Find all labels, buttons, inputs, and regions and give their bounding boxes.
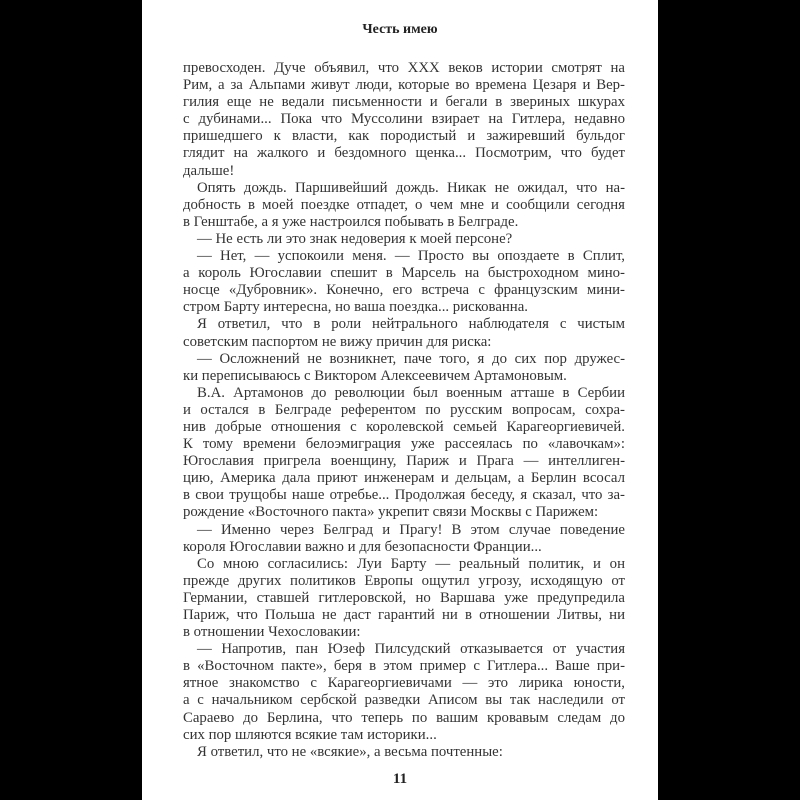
text-line: гилия еще не ведали письменности и бегали в звериных шкурах [183,94,625,111]
text-line: — Осложнений не возникнет, паче того, я до сих пор дружес- [197,350,625,367]
text-line: Париж, что Польша не даст гарантий ни в отношении Литвы, ни [183,607,625,623]
text-line: — Именно через Белград и Прагу! В этом случае поведение [197,521,625,538]
text-line: Югославия пригрела военщину, Париж и Прага — интеллиген- [183,453,625,470]
text-line: Я ответил, что в роли нейтрального наблюдателя с чистым [197,316,625,333]
paragraph [183,744,625,761]
text-line: рождение «Восточного пакта» укрепит связи Москвы с Парижем: [183,504,599,521]
text-line: К тому времени белоэмиграция уже рассеялась по «лавочкам»: [183,436,625,453]
text-line: а с начальником сербской разведки Аписом вы так наследили от [183,692,625,709]
text-line: нив добрые отношения с королевской семьей Карагеоргиевичей. [183,418,625,435]
page-number: 11 [392,771,408,787]
text-line: прежде других политиков Европы ощутил угрозу, исходящую от [183,572,625,589]
paragraph [183,180,625,231]
text-line: ятное знакомство с Карагеоргиевичами — это лирика юности, [183,675,625,692]
text-line: сих пор шляются всякие там историки... [183,726,437,743]
text-line: ки переписываюсь с Виктором Алексеевичем Артамоновым. [183,367,567,384]
paragraph [183,231,625,248]
text-line: Рим, а за Альпами живут люди, которые во времена Цезаря и Вер- [183,77,625,94]
text-line: — Нет, — успокоили меня. — Просто вы опоздаете в Сплит, [197,248,625,265]
text-line: Я ответил, что не «всякие», а весьма почтенные: [197,743,503,760]
book-page [142,0,658,800]
paragraph [183,556,625,641]
paragraph [183,351,625,385]
text-line: Опять дождь. Паршивейший дождь. Никак не ожидал, что на- [197,179,625,196]
text-line: в Генштабе, а я уже настроился побывать в Белграде. [183,213,519,230]
text-line: — Не есть ли это знак недоверия к моей персоне? [197,230,513,247]
text-line: советским паспортом не вижу причин для риска: [183,333,492,350]
paragraph [183,316,625,350]
text-line: В.А. Артамонов до революции был военным атташе в Сербии [197,384,625,401]
paragraph [183,641,625,744]
running-header: Честь имею [362,22,438,37]
text-line: в «Восточном пакте», беря в этом пример с Гитлера... Ваше при- [183,658,625,675]
text-line: дальше! [183,162,235,179]
text-line: и остался в Белграде референтом по русским вопросам, сохра- [183,401,625,418]
text-line: в отношении Чехословакии: [183,624,361,641]
text-line: цию, Америка дала приют инженерам и дельцам, а Берлин всосал [183,470,625,487]
text-line: Сараево до Берлина, что теперь по вашим кровавым следам до [183,709,625,726]
text-line: а король Югославии спешит в Марсель на быстроходном мино- [183,265,625,282]
text-line: — Напротив, пан Юзеф Пилсудский отказывается от участия [197,641,625,658]
text-line: превосходен. Дуче объявил, что XXX веков истории смотрят на [183,60,625,76]
paragraph [183,522,625,556]
text-line: в свои трущобы наше отребье... Продолжая беседу, я сказал, что за- [183,487,625,504]
page-body-text [183,60,625,761]
text-line: добность в моей поездке отпадет, о чем мне и сообщили сегодня [183,196,625,213]
text-line: носце «Дубровник». Конечно, его встреча с французским мини- [183,282,625,299]
text-line: пришедшего к власти, как породистый и зажиревший бульдог [183,128,625,145]
text-line: стром Барту интересна, но ваша поездка... рискованна. [183,299,528,316]
paragraph [183,385,625,522]
text-line: с дубинами... Пока что Муссолини взирает на Гитлера, недавно [183,111,625,128]
text-line: Германии, ставшей гитлеровской, но Варшава уже предупредила [183,589,625,606]
text-line: короля Югославии важно и для безопасности Франции... [183,538,542,555]
text-line: глядит на жалкого и бездомного щенка... Посмотрим, что будет [183,145,625,162]
text-line: Со мною согласились: Луи Барту — реальный политик, и он [197,555,625,572]
paragraph [183,248,625,316]
paragraph [183,60,625,180]
